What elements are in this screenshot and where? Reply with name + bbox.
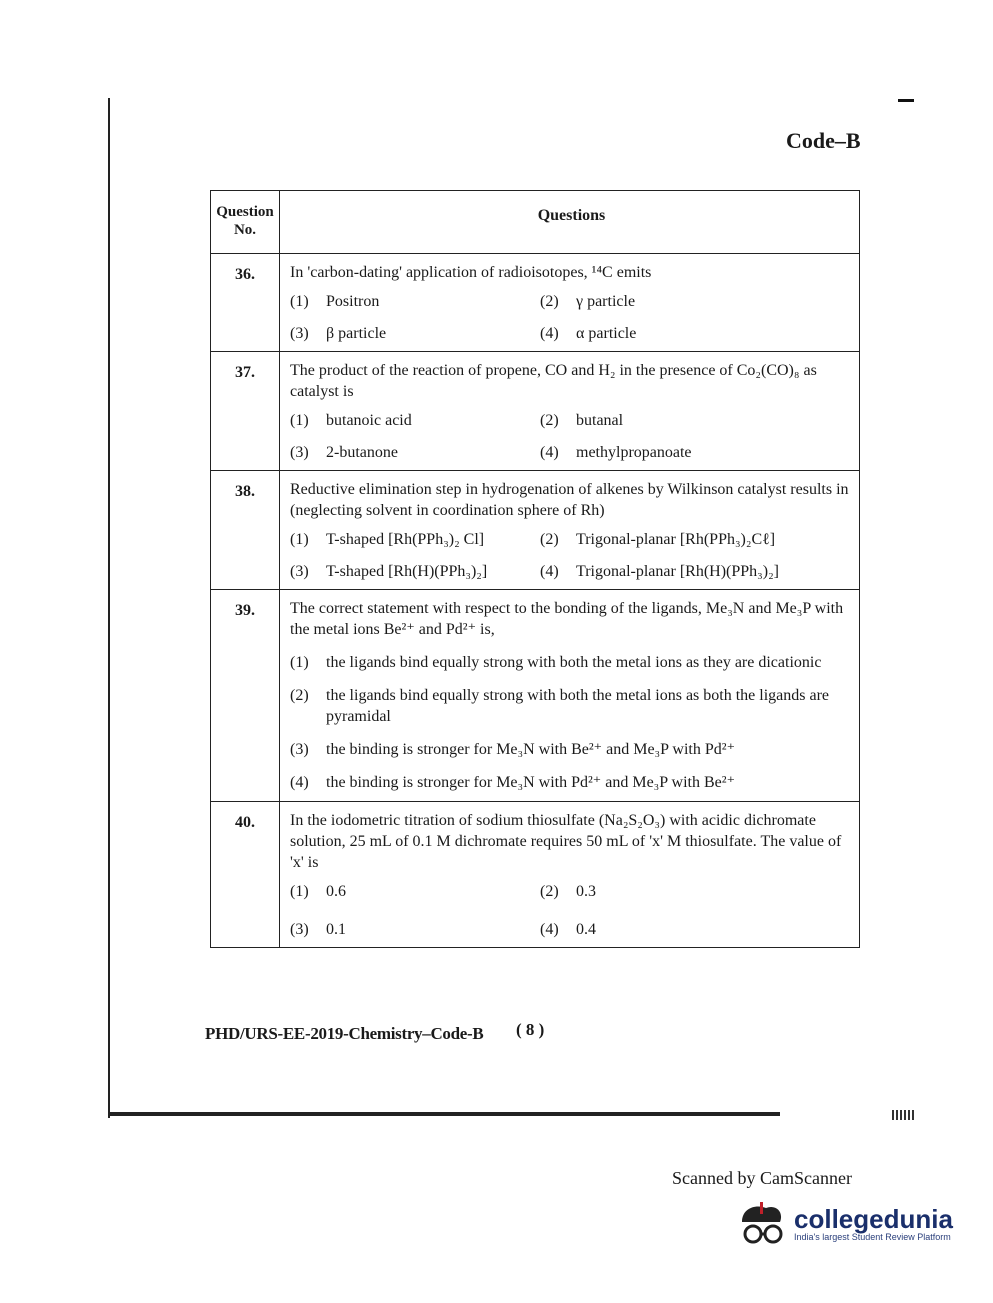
option-number: (2) (540, 531, 559, 548)
option (290, 325, 540, 343)
question-number: 40. (211, 802, 280, 948)
scanner-watermark: Scanned by CamScanner (672, 1168, 852, 1188)
option-text: T-shaped [Rh(PPh₃)₂ Cl] (326, 531, 485, 548)
question-body (280, 590, 860, 802)
option-number: (1) (290, 883, 309, 900)
option-text: the binding is stronger for Me₃N with Be²⁺ and Me₃P with Pd²⁺ (326, 741, 736, 758)
option (540, 531, 853, 549)
brand-text (794, 1206, 953, 1242)
question-body (280, 802, 860, 948)
option-text: Trigonal-planar [Rh(H)(PPh₃)₂] (576, 563, 779, 580)
option-text: 0.4 (576, 921, 596, 938)
margin-rule-left (108, 98, 110, 1118)
options-grid (290, 531, 853, 581)
question-stem: In 'carbon-dating' application of radioisotopes, ¹⁴C emits (290, 264, 652, 281)
option-text: butanoic acid (326, 412, 412, 429)
option-text: methylpropanoate (576, 444, 692, 461)
paper-code: Code–B (786, 128, 861, 153)
barcode-mark (892, 1110, 914, 1120)
question-stem: The product of the reaction of propene, CO and H₂ in the presence of Co₂(CO)₈ as catalyst is (290, 362, 817, 400)
options-grid (290, 412, 853, 462)
option (290, 444, 540, 462)
question-stem: The correct statement with respect to the bonding of the ligands, Me₃N and Me₃P with the metal ions Be²⁺ and Pd²⁺ is, (290, 600, 844, 638)
option-number: (4) (540, 325, 559, 342)
options-grid (290, 883, 853, 939)
option-text: α particle (576, 325, 637, 342)
option (540, 563, 853, 581)
corner-mark (898, 99, 914, 102)
option-number: (3) (290, 741, 309, 758)
option-number: (4) (540, 444, 559, 461)
question-body (280, 254, 860, 352)
question-number: 36. (211, 254, 280, 352)
question-row (211, 254, 860, 352)
option-number: (3) (290, 325, 309, 342)
option-number: (4) (540, 563, 559, 580)
option (290, 652, 853, 673)
option (540, 883, 853, 901)
option-number: (1) (290, 531, 309, 548)
option-text: 0.1 (326, 921, 346, 938)
option-number: (2) (540, 412, 559, 429)
option (290, 531, 540, 549)
question-number: 37. (211, 352, 280, 471)
questions-table (210, 190, 860, 948)
margin-rule-bottom (108, 1112, 780, 1116)
option-number: (3) (290, 563, 309, 580)
question-stem: Reductive elimination step in hydrogenation of alkenes by Wilkinson catalyst results in (neglecting solvent in coordination sphere of Rh) (290, 481, 849, 519)
option-number: (2) (540, 293, 559, 310)
question-number: 39. (211, 590, 280, 802)
option-text: Trigonal-planar [Rh(PPh₃)₂Cℓ] (576, 531, 776, 548)
option-number: (3) (290, 444, 309, 461)
option-number: (1) (290, 293, 309, 310)
option-text: T-shaped [Rh(H)(PPh₃)₂] (326, 563, 488, 580)
question-row (211, 471, 860, 590)
question-body (280, 352, 860, 471)
option (540, 412, 853, 430)
option-number: (1) (290, 654, 309, 671)
option-text: Positron (326, 293, 380, 310)
column-header-questions: Questions (280, 191, 860, 254)
brand-name: collegedunia (794, 1204, 953, 1234)
question-number: 38. (211, 471, 280, 590)
option (540, 293, 853, 311)
option-text: 0.6 (326, 883, 346, 900)
option (290, 921, 540, 939)
option-text: the binding is stronger for Me₃N with Pd²⁺ and Me₃P with Be²⁺ (326, 774, 736, 791)
table-header-row (211, 191, 860, 254)
student-mascot-icon (736, 1200, 788, 1248)
question-row (211, 590, 860, 802)
option-number: (4) (290, 774, 309, 791)
option-text: the ligands bind equally strong with both the metal ions as they are dicationic (326, 654, 822, 671)
question-row (211, 352, 860, 471)
option (290, 772, 853, 793)
option-number: (2) (290, 687, 309, 704)
option (290, 412, 540, 430)
option (290, 883, 540, 901)
option-text: 2-butanone (326, 444, 398, 461)
question-row (211, 802, 860, 948)
option-text: the ligands bind equally strong with both the metal ions as both the ligands are pyramidal (326, 687, 830, 725)
options-grid (290, 293, 853, 343)
option (540, 325, 853, 343)
option-number: (1) (290, 412, 309, 429)
option-text: β particle (326, 325, 387, 342)
option (540, 444, 853, 462)
footer-label: PHD/URS-EE-2019-Chemistry–Code-B (205, 1024, 484, 1043)
column-header-number: Question No. (211, 191, 280, 254)
option (290, 685, 853, 727)
question-body (280, 471, 860, 590)
option-text: γ particle (576, 293, 636, 310)
brand-tagline: India's largest Student Review Platform (794, 1232, 951, 1242)
brand-logo (736, 1200, 953, 1248)
option-number: (4) (540, 921, 559, 938)
option-text: butanal (576, 412, 624, 429)
option (290, 563, 540, 581)
option-number: (3) (290, 921, 309, 938)
option-text: 0.3 (576, 883, 596, 900)
option-number: (2) (540, 883, 559, 900)
option (290, 293, 540, 311)
option (290, 739, 853, 760)
page-number: ( 8 ) (516, 1020, 545, 1039)
option (540, 921, 853, 939)
question-stem: In the iodometric titration of sodium thiosulfate (Na₂S₂O₃) with acidic dichromate solution, 25 mL of 0.1 M dichromate requires 50 mL of 'x' M thiosulfate. The value of 'x' is (290, 812, 842, 871)
